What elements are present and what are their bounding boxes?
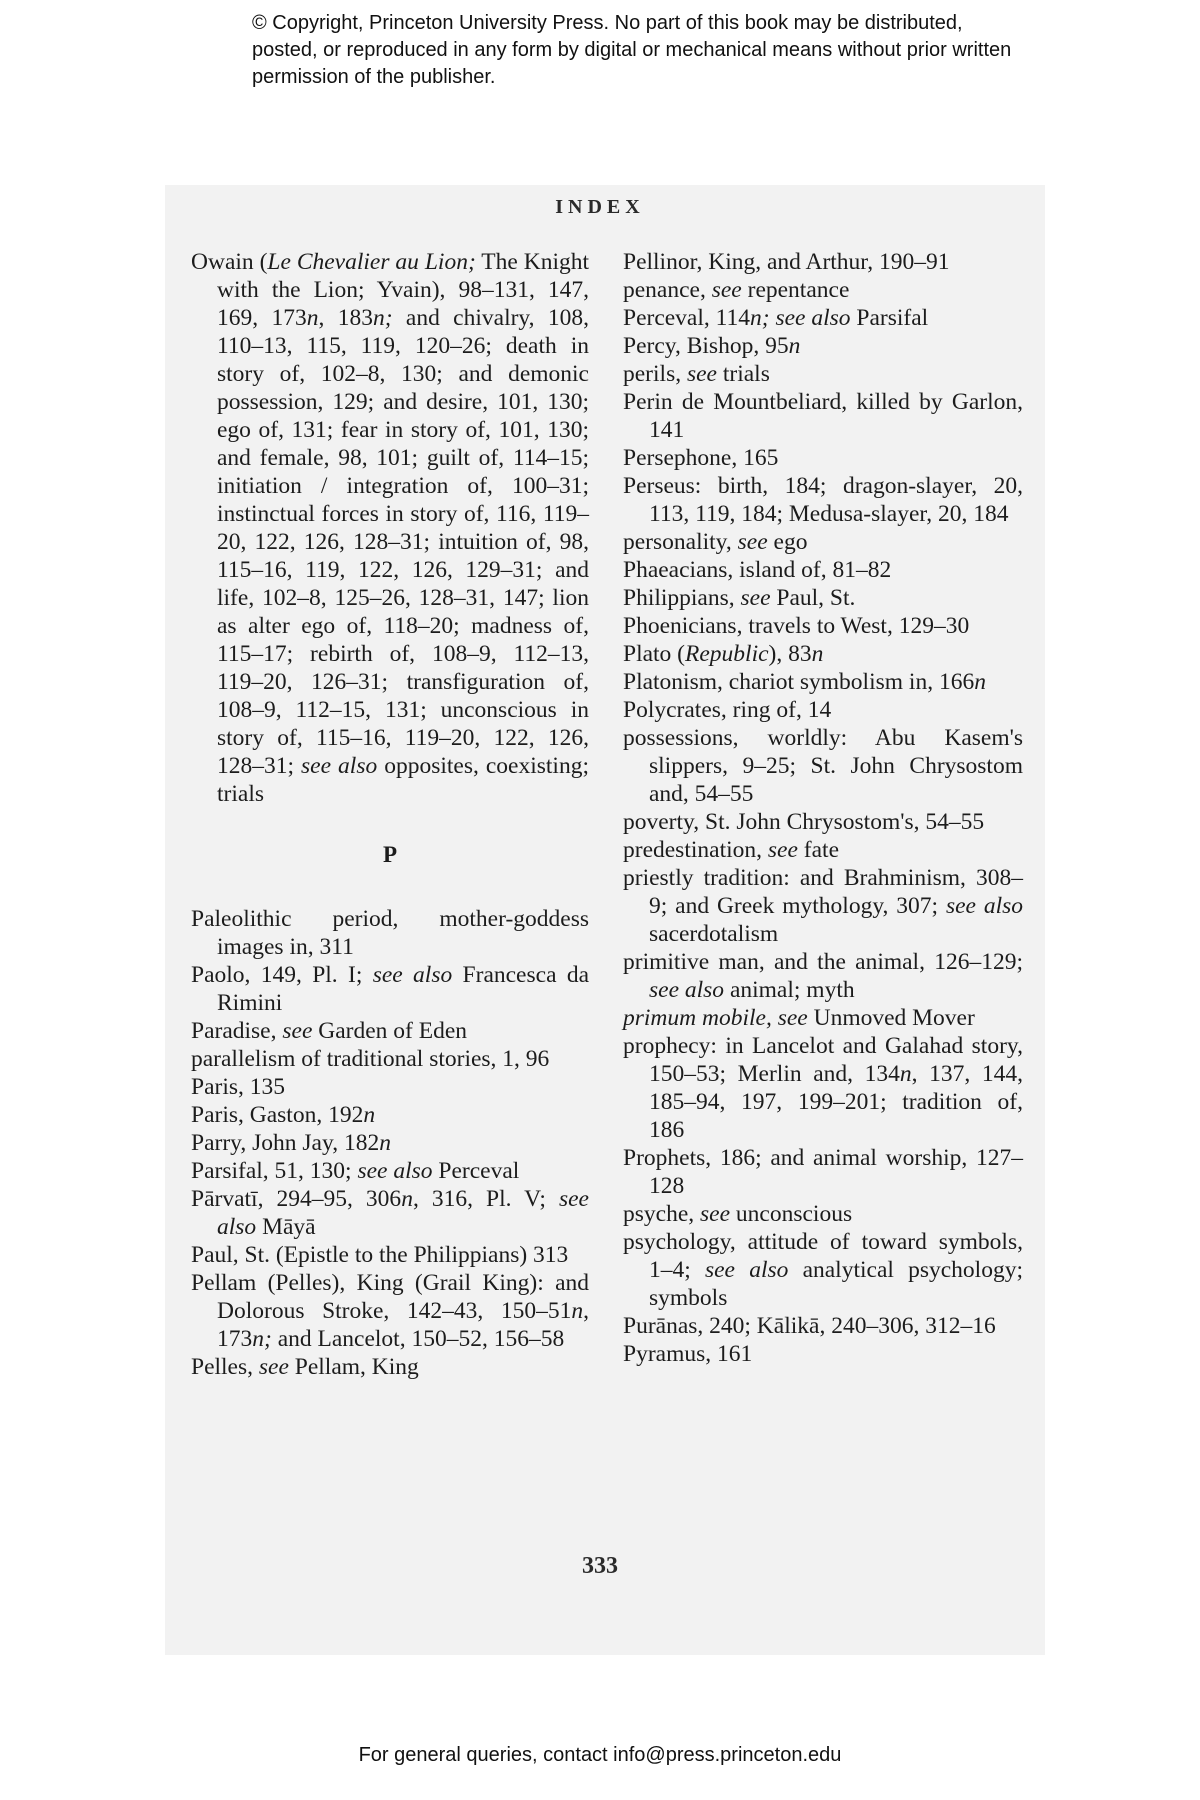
index-entry-text: perils,	[623, 361, 687, 387]
index-entry	[623, 276, 1023, 304]
index-entry-italic: see also	[372, 962, 453, 988]
index-entry-text: Platonism, chariot symbolism in, 166	[623, 669, 975, 695]
index-entry-text: Prophets, 186; and animal worship, 127–128	[623, 1145, 1023, 1199]
index-entry-text: repentance	[741, 277, 850, 303]
index-entry-text: primitive man, and the animal, 126–129;	[623, 949, 1023, 975]
index-entry-text: Pyramus, 161	[623, 1341, 753, 1367]
page-number: 333	[582, 1553, 618, 1579]
index-entry	[191, 905, 589, 961]
index-entry-italic: n	[788, 333, 801, 359]
index-entry-text: Phoenicians, travels to West, 129–30	[623, 613, 970, 639]
index-column-right	[623, 248, 1023, 1368]
index-entry	[623, 836, 1023, 864]
index-entry-text: unconscious	[730, 1201, 853, 1227]
index-entry-text: Perceval	[432, 1158, 520, 1184]
index-entry-text: analytical psychology; symbols	[649, 1257, 1023, 1311]
index-entry-italic: see	[740, 585, 771, 611]
index-entry-text: Perceval, 114	[623, 305, 751, 331]
index-entry-text: Pellam, King	[288, 1354, 419, 1380]
index-entry-text: , 137, 144, 185–94, 197, 199–201; tradition of, 186	[649, 1061, 1024, 1143]
index-entry-italic: see also	[357, 1158, 433, 1184]
index-entry	[623, 724, 1023, 808]
index-entry-text: and Lancelot, 150–52, 156–58	[271, 1326, 565, 1352]
index-entry	[191, 1269, 589, 1353]
index-entry	[191, 961, 589, 1017]
index-entry-italic: see	[711, 277, 742, 303]
index-entry-text: personality,	[623, 529, 738, 555]
index-entry-text: Francesca da Rimini	[217, 962, 590, 1016]
index-entry-text: Parsifal, 51, 130;	[191, 1158, 358, 1184]
index-entry-text: psyche,	[623, 1201, 701, 1227]
index-entry	[191, 248, 589, 808]
index-entry	[623, 668, 1023, 696]
index-entry	[623, 1004, 1023, 1032]
index-entry-italic: primum mobile, see	[623, 1005, 808, 1031]
index-entries-p	[191, 905, 589, 1381]
index-entry-italic: n	[306, 305, 319, 331]
index-entry	[623, 948, 1023, 1004]
index-entry-italic: n;	[372, 305, 393, 331]
footer-contact: For general queries, contact info@press.princeton.edu	[358, 1744, 842, 1766]
index-entry-italic: n	[363, 1102, 376, 1128]
index-entry-italic: see	[282, 1018, 313, 1044]
index-entry-italic: see also	[704, 1257, 789, 1283]
index-entry-text: , 183	[318, 305, 373, 331]
index-entry-text: , 173	[217, 1298, 589, 1352]
index-entry-italic: n	[899, 1061, 912, 1087]
index-entry	[191, 1101, 589, 1129]
index-entry	[623, 696, 1023, 724]
index-entry-text: possessions, worldly: Abu Kasem's slippers, 9–25; St. John Chrysostom and, 54–55	[623, 725, 1023, 807]
index-entry-text: Perin de Mountbeliard, killed by Garlon, 141	[623, 389, 1023, 443]
index-entry-text: psychology, attitude of toward symbols, 1–4;	[623, 1229, 1023, 1283]
index-entry-italic: see also	[301, 753, 378, 779]
index-entry-text: Owain (	[191, 249, 268, 275]
index-entry-text: Garden of Eden	[312, 1018, 468, 1044]
index-entry-italic: see	[700, 1201, 731, 1227]
index-entry-text: Polycrates, ring of, 14	[623, 697, 832, 723]
index-entry-italic: see also	[217, 1186, 589, 1240]
index-entry-italic: n	[974, 669, 986, 695]
index-entry-text: Māyā	[256, 1214, 316, 1240]
index-entries-p-continued	[623, 248, 1023, 1368]
index-entry	[623, 640, 1023, 668]
index-entry	[623, 1312, 1023, 1340]
index-entry-italic: n; see also	[750, 305, 851, 331]
index-entry-text: parallelism of traditional stories, 1, 96	[191, 1046, 550, 1072]
index-entry-text: Phaeacians, island of, 81–82	[623, 557, 892, 583]
index-entry-text: Unmoved Mover	[807, 1005, 975, 1031]
index-entry	[191, 1353, 589, 1381]
index-entry	[623, 584, 1023, 612]
index-entry-text: ), 83	[768, 641, 812, 667]
index-entry-italic: see	[686, 361, 717, 387]
index-entry-text: Paolo, 149, Pl. I;	[191, 962, 373, 988]
index-entry	[623, 556, 1023, 584]
index-entry-text: priestly tradition: and Brahminism, 308–9; and Greek mythology, 307;	[623, 865, 1023, 919]
index-entry-text: sacerdotalism	[649, 921, 779, 947]
index-entry-italic: n	[811, 641, 824, 667]
index-entry-text: Perseus: birth, 184; dragon-slayer, 20, 113, 119, 184; Medusa-slayer, 20, 184	[623, 473, 1023, 527]
index-entry-text: Paul, St.	[770, 585, 856, 611]
index-entry-text: Percy, Bishop, 95	[623, 333, 789, 359]
page-header: INDEX	[555, 196, 645, 218]
index-entry-text: Paris, 135	[191, 1074, 285, 1100]
index-entry-text: prophecy: in Lancelot and Galahad story, 150–53; Merlin and, 134	[623, 1033, 1023, 1087]
index-entry-italic: n;	[252, 1326, 272, 1352]
index-entry-text: Parry, John Jay, 182	[191, 1130, 380, 1156]
index-entry	[623, 1032, 1023, 1144]
index-column-left	[191, 248, 589, 1381]
index-entries-owain	[191, 248, 589, 808]
index-entry-italic: n	[571, 1298, 584, 1324]
index-entry-text: Persephone, 165	[623, 445, 779, 471]
index-entry-text: Pellinor, King, and Arthur, 190–91	[623, 249, 950, 275]
section-letter: P	[382, 842, 398, 867]
index-entry	[623, 248, 1023, 276]
index-entry-text: penance,	[623, 277, 712, 303]
index-entry-italic: n	[379, 1130, 391, 1156]
index-entry-text: Purānas, 240; Kālikā, 240–306, 312–16	[623, 1313, 996, 1339]
index-entry-text: Paris, Gaston, 192	[191, 1102, 364, 1128]
index-entry	[623, 808, 1023, 836]
index-entry	[191, 1157, 589, 1185]
index-entry	[623, 472, 1023, 528]
index-entry	[623, 332, 1023, 360]
index-entry-text: and chivalry, 108, 110–13, 115, 119, 120–26; death in story of, 102–8, 130; and demonic possession, 129; and desire, 101, 130; ego of, 131; fear in story of, 101, 130; and female, 98, 101; guilt of, 114–15; initiation / integration of, 100–31; instinctual forces in story of, 116, 119–20, 122, 126, 128–31; intuition of, 98, 115–16, 119, 122, 126, 129–31; and life, 102–8, 125–26, 128–31, 147; lion as alter ego of, 118–20; madness of, 115–17; rebirth of, 108–9, 112–13, 119–20, 126–31; transfiguration of, 108–9, 112–15, 131; unconscious in story of, 115–16, 119–20, 122, 126, 128–31;	[217, 305, 590, 779]
index-entry-text: trials	[716, 361, 770, 387]
copyright-notice: © Copyright, Princeton University Press. No part of this book may be distributed, posted, or reproduced in any form by digital or mechanical means without prior written permission of the publisher.	[252, 12, 1012, 88]
index-entry-text: Pārvatī, 294–95, 306	[191, 1186, 402, 1212]
index-entry	[191, 1129, 589, 1157]
index-entry	[623, 1200, 1023, 1228]
index-entry-italic: see	[737, 529, 768, 555]
index-entry-italic: see	[258, 1354, 289, 1380]
index-entry	[623, 444, 1023, 472]
index-entry	[623, 1228, 1023, 1312]
index-entry-text: Plato (	[623, 641, 686, 667]
index-entry	[623, 388, 1023, 444]
index-entry	[191, 1073, 589, 1101]
index-entry-italic: see	[767, 837, 798, 863]
index-entry	[623, 360, 1023, 388]
index-entry-italic: see also	[649, 977, 725, 1003]
index-entry	[191, 1241, 589, 1269]
index-entry	[623, 304, 1023, 332]
index-entry-text: predestination,	[623, 837, 768, 863]
index-entry-text: animal; myth	[724, 977, 855, 1003]
index-entry-text: Paradise,	[191, 1018, 283, 1044]
index-entry	[623, 864, 1023, 948]
index-entry	[623, 1144, 1023, 1200]
index-entry-text: Paleolithic period, mother-goddess images in, 311	[191, 906, 589, 960]
index-entry-text: opposites, coexisting; trials	[217, 753, 589, 807]
index-entry-text: The Knight with the Lion; Yvain), 98–131, 147, 169, 173	[217, 249, 589, 331]
index-entry	[623, 528, 1023, 556]
index-entry-text: Paul, St. (Epistle to the Philippians) 313	[191, 1242, 569, 1268]
index-entry-text: , 316, Pl. V;	[412, 1186, 559, 1212]
index-entry	[623, 612, 1023, 640]
index-entry-italic: n	[401, 1186, 413, 1212]
index-entry	[191, 1017, 589, 1045]
index-entry-text: Pellam (Pelles), King (Grail King): and Dolorous Stroke, 142–43, 150–51	[191, 1270, 589, 1324]
index-entry	[191, 1045, 589, 1073]
index-entry-text: Parsifal	[850, 305, 929, 331]
index-entry	[623, 1340, 1023, 1368]
index-entry-italic: Le Chevalier au Lion;	[267, 249, 476, 275]
index-entry-italic: see also	[945, 893, 1023, 919]
index-entry-text: Pelles,	[191, 1354, 259, 1380]
index-entry-text: poverty, St. John Chrysostom's, 54–55	[623, 809, 985, 835]
index-entry-italic: Republic	[685, 641, 769, 667]
index-entry-text: ego	[767, 529, 808, 555]
index-entry	[191, 1185, 589, 1241]
index-entry-text: fate	[797, 837, 839, 863]
index-entry-text: Philippians,	[623, 585, 741, 611]
